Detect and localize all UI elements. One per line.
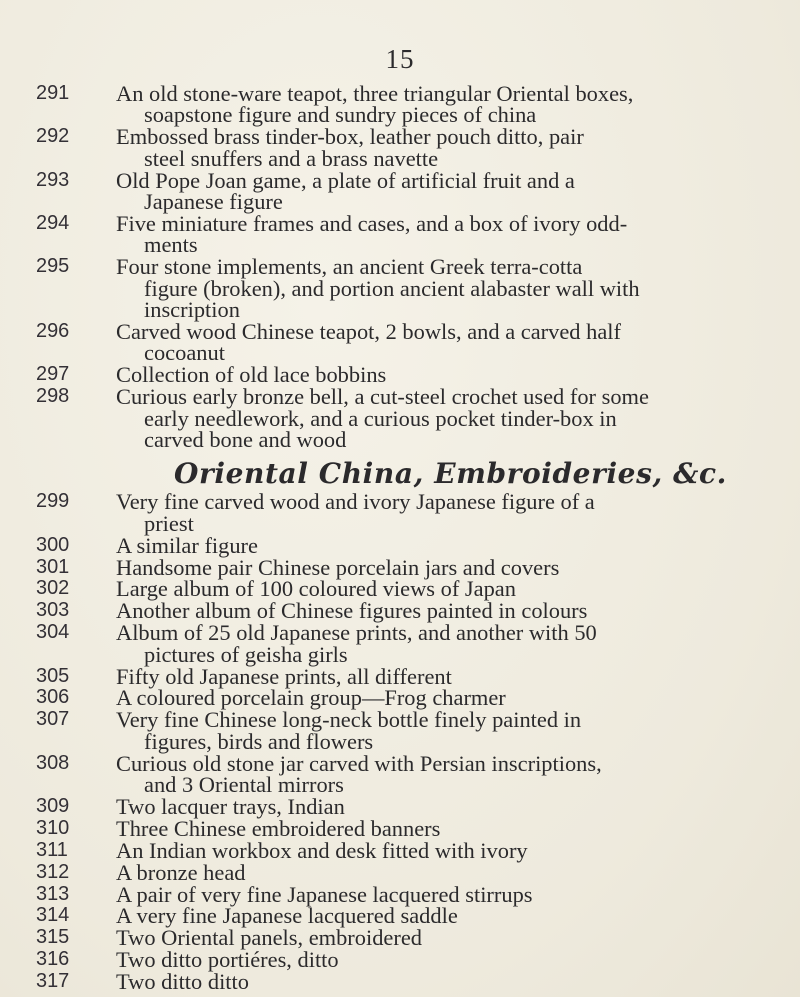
lot-description: Five miniature frames and cases, and a box of ivory odd-	[116, 210, 628, 236]
lot-number: 292	[36, 125, 70, 148]
lot-description-continued: steel snuffers and a brass navette	[144, 145, 439, 171]
lot-description: Two ditto portiéres, ditto	[116, 947, 339, 973]
lot-description: Curious old stone jar carved with Persian inscriptions,	[116, 750, 602, 776]
lot-number: 304	[36, 621, 70, 644]
lot-number: 313	[36, 882, 70, 905]
lot-number: 306	[36, 686, 70, 709]
lot-description-continued: pictures of geisha girls	[144, 641, 348, 667]
lot-description-continued: soapstone figure and sundry pieces of china	[144, 102, 537, 128]
lot-description-continued: inscription	[144, 297, 240, 323]
lot-description: Collection of old lace bobbins	[116, 362, 387, 388]
lot-number: 309	[36, 794, 70, 817]
lot-description: A coloured porcelain group—Frog charmer	[116, 685, 506, 711]
lot-number: 312	[36, 860, 70, 883]
lot-number: 293	[36, 168, 70, 191]
lot-number: 299	[36, 490, 70, 513]
lot-number: 307	[36, 708, 70, 731]
lot-description: Fifty old Japanese prints, all different	[116, 663, 452, 689]
lot-description: Two lacquer trays, Indian	[116, 793, 345, 819]
page-number: 15	[385, 44, 415, 74]
lot-number: 297	[36, 363, 70, 386]
lot-description-continued: cocoanut	[144, 340, 225, 366]
lot-description: Two ditto ditto	[116, 969, 249, 995]
section-heading: Oriental China, Embroideries, &c.	[174, 456, 728, 490]
lot-number: 296	[36, 319, 70, 342]
lot-number: 295	[36, 255, 70, 278]
lot-description: Another album of Chinese figures painted in colours	[116, 598, 588, 624]
lot-description: Very fine carved wood and ivory Japanese figure of a	[116, 489, 595, 515]
lot-description-continued: ments	[144, 232, 198, 258]
lot-number: 315	[36, 926, 70, 949]
lot-number: 302	[36, 577, 70, 600]
lot-number: 301	[36, 555, 70, 578]
lot-description-continued: figure (broken), and portion ancient alabaster wall with	[144, 275, 640, 301]
lot-description-continued: priest	[144, 510, 194, 536]
lot-description: Embossed brass tinder-box, leather pouch ditto, pair	[116, 124, 584, 150]
lot-description: An Indian workbox and desk fitted with ivory	[116, 837, 528, 863]
lot-description: Two Oriental panels, embroidered	[116, 925, 423, 951]
lot-description: A similar figure	[116, 532, 258, 558]
lot-number: 308	[36, 751, 70, 774]
lot-description: An old stone-ware teapot, three triangular Oriental boxes,	[116, 81, 634, 106]
lot-number: 294	[36, 211, 70, 234]
lot-description: A very fine Japanese lacquered saddle	[116, 903, 458, 929]
lot-description: A bronze head	[116, 859, 246, 885]
lot-description-continued: and 3 Oriental mirrors	[144, 772, 344, 798]
lot-number: 311	[36, 838, 68, 861]
lot-description: Three Chinese embroidered banners	[116, 815, 441, 841]
lot-number: 291	[36, 82, 70, 104]
lot-description: A pair of very fine Japanese lacquered stirrups	[116, 881, 533, 907]
lot-description: Very fine Chinese long-neck bottle finely painted in	[116, 707, 582, 733]
lot-number: 303	[36, 599, 70, 622]
lot-description-continued: figures, birds and flowers	[144, 728, 374, 754]
lot-number: 305	[36, 664, 70, 687]
lot-description: Album of 25 old Japanese prints, and another with 50	[116, 620, 597, 646]
lot-description: Carved wood Chinese teapot, 2 bowls, and a carved half	[116, 318, 621, 344]
lot-number: 300	[36, 533, 70, 556]
lot-description: Handsome pair Chinese porcelain jars and covers	[116, 554, 560, 580]
lot-number: 317	[36, 970, 70, 993]
lot-description-continued: Japanese figure	[144, 189, 283, 214]
lot-description-continued: early needlework, and a curious pocket tinder-box in	[144, 405, 617, 431]
lot-description: Curious early bronze bell, a cut-steel crochet used for some	[116, 384, 649, 410]
lot-description-continued: carved bone and wood	[144, 426, 347, 452]
lot-number: 314	[36, 904, 70, 927]
lot-description: Large album of 100 coloured views of Japan	[116, 576, 516, 602]
lot-number: 310	[36, 816, 70, 839]
lot-description: Four stone implements, an ancient Greek terra-cotta	[116, 254, 583, 280]
lot-number: 316	[36, 948, 70, 971]
lot-number: 298	[36, 385, 70, 408]
lot-description: Old Pope Joan game, a plate of artificial fruit and a	[116, 167, 575, 193]
